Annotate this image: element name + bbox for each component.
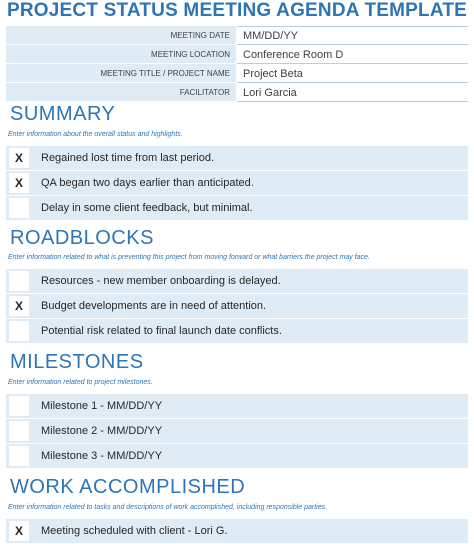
item-text[interactable]: Milestone 3 - MM/DD/YY — [41, 450, 163, 462]
checkbox[interactable]: X — [9, 148, 29, 168]
checkbox[interactable] — [9, 421, 29, 441]
list-item — [6, 394, 468, 419]
meeting-date-row — [6, 26, 468, 45]
milestones-list — [6, 394, 468, 469]
list-item — [6, 319, 468, 344]
checkbox[interactable] — [9, 321, 29, 341]
checkbox[interactable] — [9, 198, 29, 218]
list-item — [6, 171, 468, 196]
checkbox[interactable]: X — [9, 521, 29, 541]
item-text[interactable]: Resources - new member onboarding is delayed. — [41, 275, 281, 287]
list-item — [6, 196, 468, 221]
meeting-info-table — [6, 26, 468, 102]
checkbox[interactable] — [9, 446, 29, 466]
item-text[interactable]: Delay in some client feedback, but minimal. — [41, 202, 253, 214]
list-item — [6, 419, 468, 444]
meeting-date-label: MEETING DATE — [6, 26, 237, 45]
meeting-location-label: MEETING LOCATION — [6, 45, 237, 64]
summary-hint: Enter information about the overall status and highlights. — [8, 131, 183, 138]
meeting-date-field[interactable]: MM/DD/YY — [237, 26, 468, 45]
checkbox[interactable] — [9, 396, 29, 416]
project-name-row — [6, 64, 468, 83]
page-title: PROJECT STATUS MEETING AGENDA TEMPLATE — [6, 0, 468, 21]
item-text[interactable]: Milestone 2 - MM/DD/YY — [41, 425, 163, 437]
work-accomplished-heading: WORK ACCOMPLISHED — [10, 476, 246, 498]
work-accomplished-hint: Enter information related to tasks and descriptions of work accomplished, including responsible parties. — [8, 504, 328, 511]
checkbox[interactable]: X — [9, 296, 29, 316]
item-text[interactable]: Milestone 1 - MM/DD/YY — [41, 400, 163, 412]
list-item — [6, 294, 468, 319]
list-item — [6, 519, 468, 544]
item-text[interactable]: Budget developments are in need of attention. — [41, 300, 267, 312]
list-item — [6, 444, 468, 469]
summary-heading: SUMMARY — [10, 103, 116, 125]
checkbox[interactable]: X — [9, 173, 29, 193]
project-name-field[interactable]: Project Beta — [237, 64, 468, 83]
list-item — [6, 269, 468, 294]
facilitator-row — [6, 83, 468, 102]
item-text[interactable]: Regained lost time from last period. — [41, 152, 215, 164]
summary-list — [6, 146, 468, 221]
facilitator-field[interactable]: Lori Garcia — [237, 83, 468, 102]
facilitator-label: FACILITATOR — [6, 83, 237, 102]
work-accomplished-list — [6, 519, 468, 544]
item-text[interactable]: Potential risk related to final launch date conflicts. — [41, 325, 282, 337]
meeting-location-row — [6, 45, 468, 64]
milestones-heading: MILESTONES — [10, 351, 144, 373]
item-text[interactable]: QA began two days earlier than anticipated. — [41, 177, 254, 189]
roadblocks-heading: ROADBLOCKS — [10, 227, 154, 249]
roadblocks-hint: Enter information related to what is preventing this project from moving forward or what barriers the project may face. — [8, 254, 370, 261]
checkbox[interactable] — [9, 271, 29, 291]
list-item — [6, 146, 468, 171]
meeting-location-field[interactable]: Conference Room D — [237, 45, 468, 64]
item-text[interactable]: Meeting scheduled with client - Lori G. — [41, 525, 228, 537]
project-name-label: MEETING TITLE / PROJECT NAME — [6, 64, 237, 83]
milestones-hint: Enter information related to project milestones. — [8, 379, 153, 386]
roadblocks-list — [6, 269, 468, 344]
